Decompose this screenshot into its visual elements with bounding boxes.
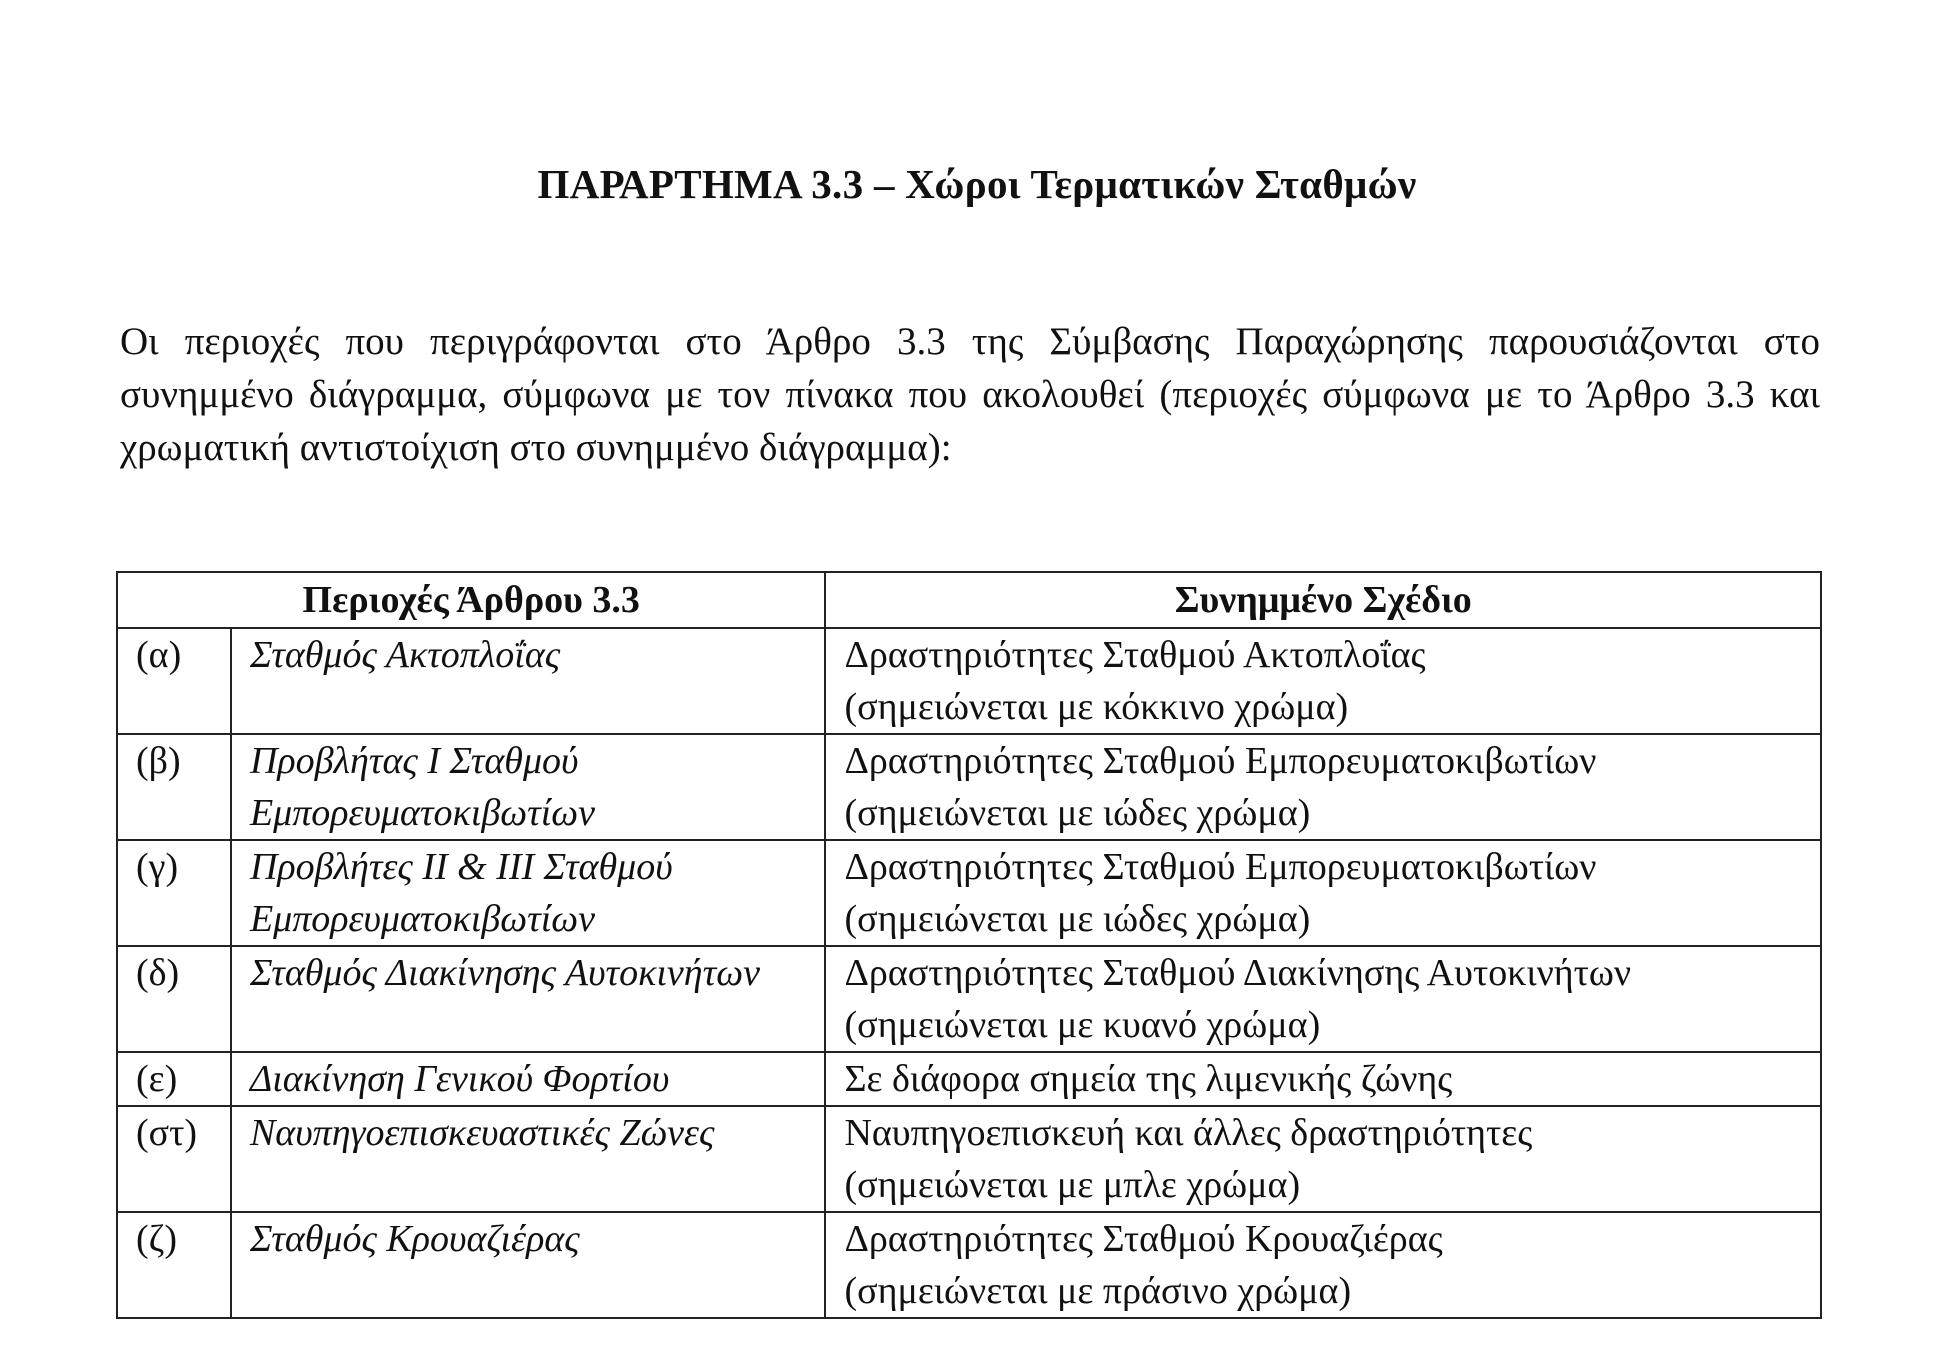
header-plan: Συνημμένο Σχέδιο (825, 572, 1821, 628)
row-letter: (γ) (117, 840, 231, 946)
table-row (117, 946, 1821, 1052)
row-plan (825, 840, 1821, 946)
row-letter: (ζ) (117, 1212, 231, 1318)
plan-color-note: (σημειώνεται με πράσινο χρώμα) (844, 1270, 1352, 1312)
plan-activity: Δραστηριότητες Σταθμού Εμπορευματοκιβωτίων (844, 740, 1597, 782)
plan-activity: Δραστηριότητες Σταθμού Ακτοπλοΐας (844, 634, 1426, 676)
row-letter: (β) (117, 734, 231, 840)
row-plan (825, 1212, 1821, 1318)
table-header-row (117, 572, 1821, 628)
intro-paragraph: Οι περιοχές που περιγράφονται στο Άρθρο 3.3 της Σύμβασης Παραχώρησης παρουσιάζονται στο συνημμένο διάγραμμα, σύμφωνα με τον πίνακα που ακολουθεί (περιοχές σύμφωνα με το Άρθρο 3.3 και χρωματική αντιστοίχιση στο συνημμένο διάγραμμα): (120, 320, 1820, 469)
table-row (117, 840, 1821, 946)
header-areas: Περιοχές Άρθρου 3.3 (117, 572, 825, 628)
plan-color-note: (σημειώνεται με κόκκινο χρώμα) (844, 686, 1349, 728)
table-row (117, 628, 1821, 734)
row-area: Ναυπηγοεπισκευαστικές Ζώνες (231, 1106, 826, 1212)
row-letter: (στ) (117, 1106, 231, 1212)
plan-color-note: (σημειώνεται με μπλε χρώμα) (844, 1164, 1301, 1206)
plan-activity: Δραστηριότητες Σταθμού Διακίνησης Αυτοκινήτων (844, 952, 1632, 994)
row-area: Σταθμός Ακτοπλοΐας (231, 628, 826, 734)
row-plan (825, 946, 1821, 1052)
row-plan (825, 1052, 1821, 1106)
plan-activity: Δραστηριότητες Σταθμού Εμπορευματοκιβωτίων (844, 846, 1597, 888)
row-plan (825, 1106, 1821, 1212)
table-row (117, 1106, 1821, 1212)
plan-color-note: (σημειώνεται με ιώδες χρώμα) (844, 792, 1311, 834)
row-letter: (α) (117, 628, 231, 734)
plan-color-note: (σημειώνεται με κυανό χρώμα) (844, 1004, 1321, 1046)
table-row (117, 734, 1821, 840)
terminal-areas-table (116, 571, 1822, 1319)
row-area: Προβλήτας Ι Σταθμού Εμπορευματοκιβωτίων (231, 734, 826, 840)
plan-activity: Δραστηριότητες Σταθμού Κρουαζιέρας (844, 1218, 1443, 1260)
row-area: Σταθμός Κρουαζιέρας (231, 1212, 826, 1318)
plan-activity: Ναυπηγοεπισκευή και άλλες δραστηριότητες (844, 1112, 1533, 1154)
table-row (117, 1212, 1821, 1318)
row-letter: (δ) (117, 946, 231, 1052)
row-area: Προβλήτες ΙΙ & ΙΙΙ Σταθμού Εμπορευματοκιβωτίων (231, 840, 826, 946)
row-letter: (ε) (117, 1052, 231, 1106)
table-row (117, 1052, 1821, 1106)
plan-activity: Σε διάφορα σημεία της λιμενικής ζώνης (844, 1058, 1453, 1100)
plan-color-note: (σημειώνεται με ιώδες χρώμα) (844, 898, 1311, 940)
page-title: ΠΑΡΑΡΤΗΜΑ 3.3 – Χώροι Τερματικών Σταθμών (537, 161, 1417, 207)
row-area: Σταθμός Διακίνησης Αυτοκινήτων (231, 946, 826, 1052)
row-plan (825, 734, 1821, 840)
row-plan (825, 628, 1821, 734)
row-area: Διακίνηση Γενικού Φορτίου (231, 1052, 826, 1106)
